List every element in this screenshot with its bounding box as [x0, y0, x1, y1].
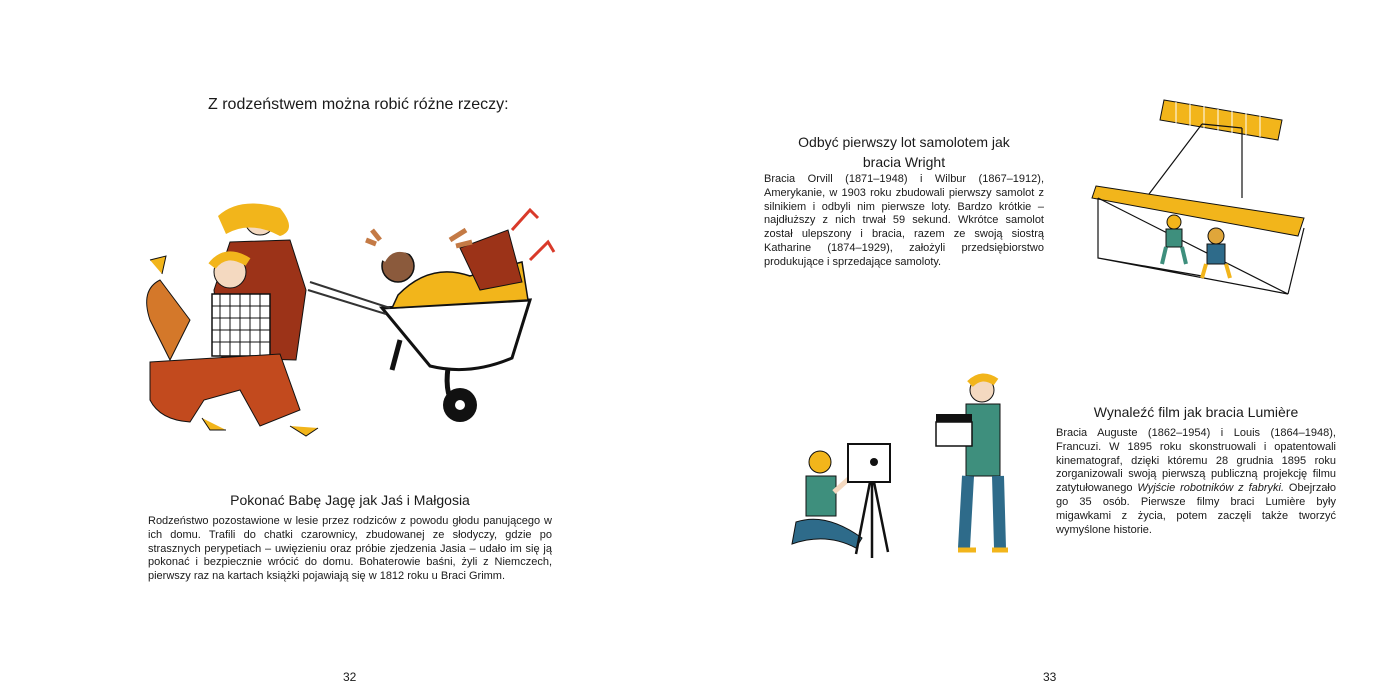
film-title-italic: Wyjście robotników z fabryki.	[1137, 482, 1285, 495]
section-title-wright-line1: Odbyć pierwszy lot samolotem jak	[798, 134, 1010, 150]
page-number-left: 32	[343, 670, 357, 684]
page-heading: Z rodzeństwem można robić różne rzeczy:	[208, 96, 509, 113]
wright-airplane-illustration	[1082, 98, 1312, 298]
section-title-hansel-gretel: Pokonać Babę Jagę jak Jaś i Małgosia	[230, 492, 470, 508]
section-body-hansel-gretel: Rodzeństwo pozostawione w lesie przez rodziców z powodu głodu panującego w ich domu. Trafili do chatki czarownicy, zbudowanej ze słodyczy, gdzie po strasznych perypetiach – uwięzieniu oraz próbie zjedzenia Jasia – udało im się ją pokonać i bezpiecznie wrócić do domu. Bohaterowie baśni, żyli z Niemczech, pierwszy raz na kartach książki pojawiają się w 1812 roku u Braci Grimm.	[148, 515, 552, 583]
lumiere-body-part2: Obejrzało go 35 osób. Pierwsze filmy braci Lumière były migawkami z życia, potem zaczęli także tworzyć wymyślone historie.	[1056, 482, 1336, 536]
page-number-right: 33	[1043, 670, 1057, 684]
section-title-lumiere: Wynaleźć film jak bracia Lumière	[1093, 404, 1299, 420]
section-body-lumiere	[1056, 427, 1336, 537]
hansel-gretel-wheelbarrow-illustration	[130, 190, 570, 450]
lumiere-camera-illustration	[786, 372, 1016, 567]
section-body-wright: Bracia Orvill (1871–1948) i Wilbur (1867–1912), Amerykanie, w 1903 roku zbudowali pierwszy samolot z silnikiem i odbyli nim pierwsze loty. Bardzo krótkie – najdłuższy z nich trwał 59 sekund. Wkrótce samolot został ulepszony i bracia, razem ze swoją siostrą Katharine (1874–1929), założyli przedsiębiorstwo produkujące i sprzedające samoloty.	[764, 173, 1044, 268]
lumiere-body-part1: Bracia Auguste (1862–1954) i Louis (1864–1948), Francuzi. W 1895 roku skonstruowali i opatentowali kinematograf, dzięki któremu 28 grudnia 1895 roku zorganizowali swoją pierwszą publiczną projekcję filmu zatytułowanego	[1056, 427, 1336, 495]
section-title-wright	[764, 132, 1044, 172]
section-title-wright-line2: bracia Wright	[862, 154, 946, 170]
